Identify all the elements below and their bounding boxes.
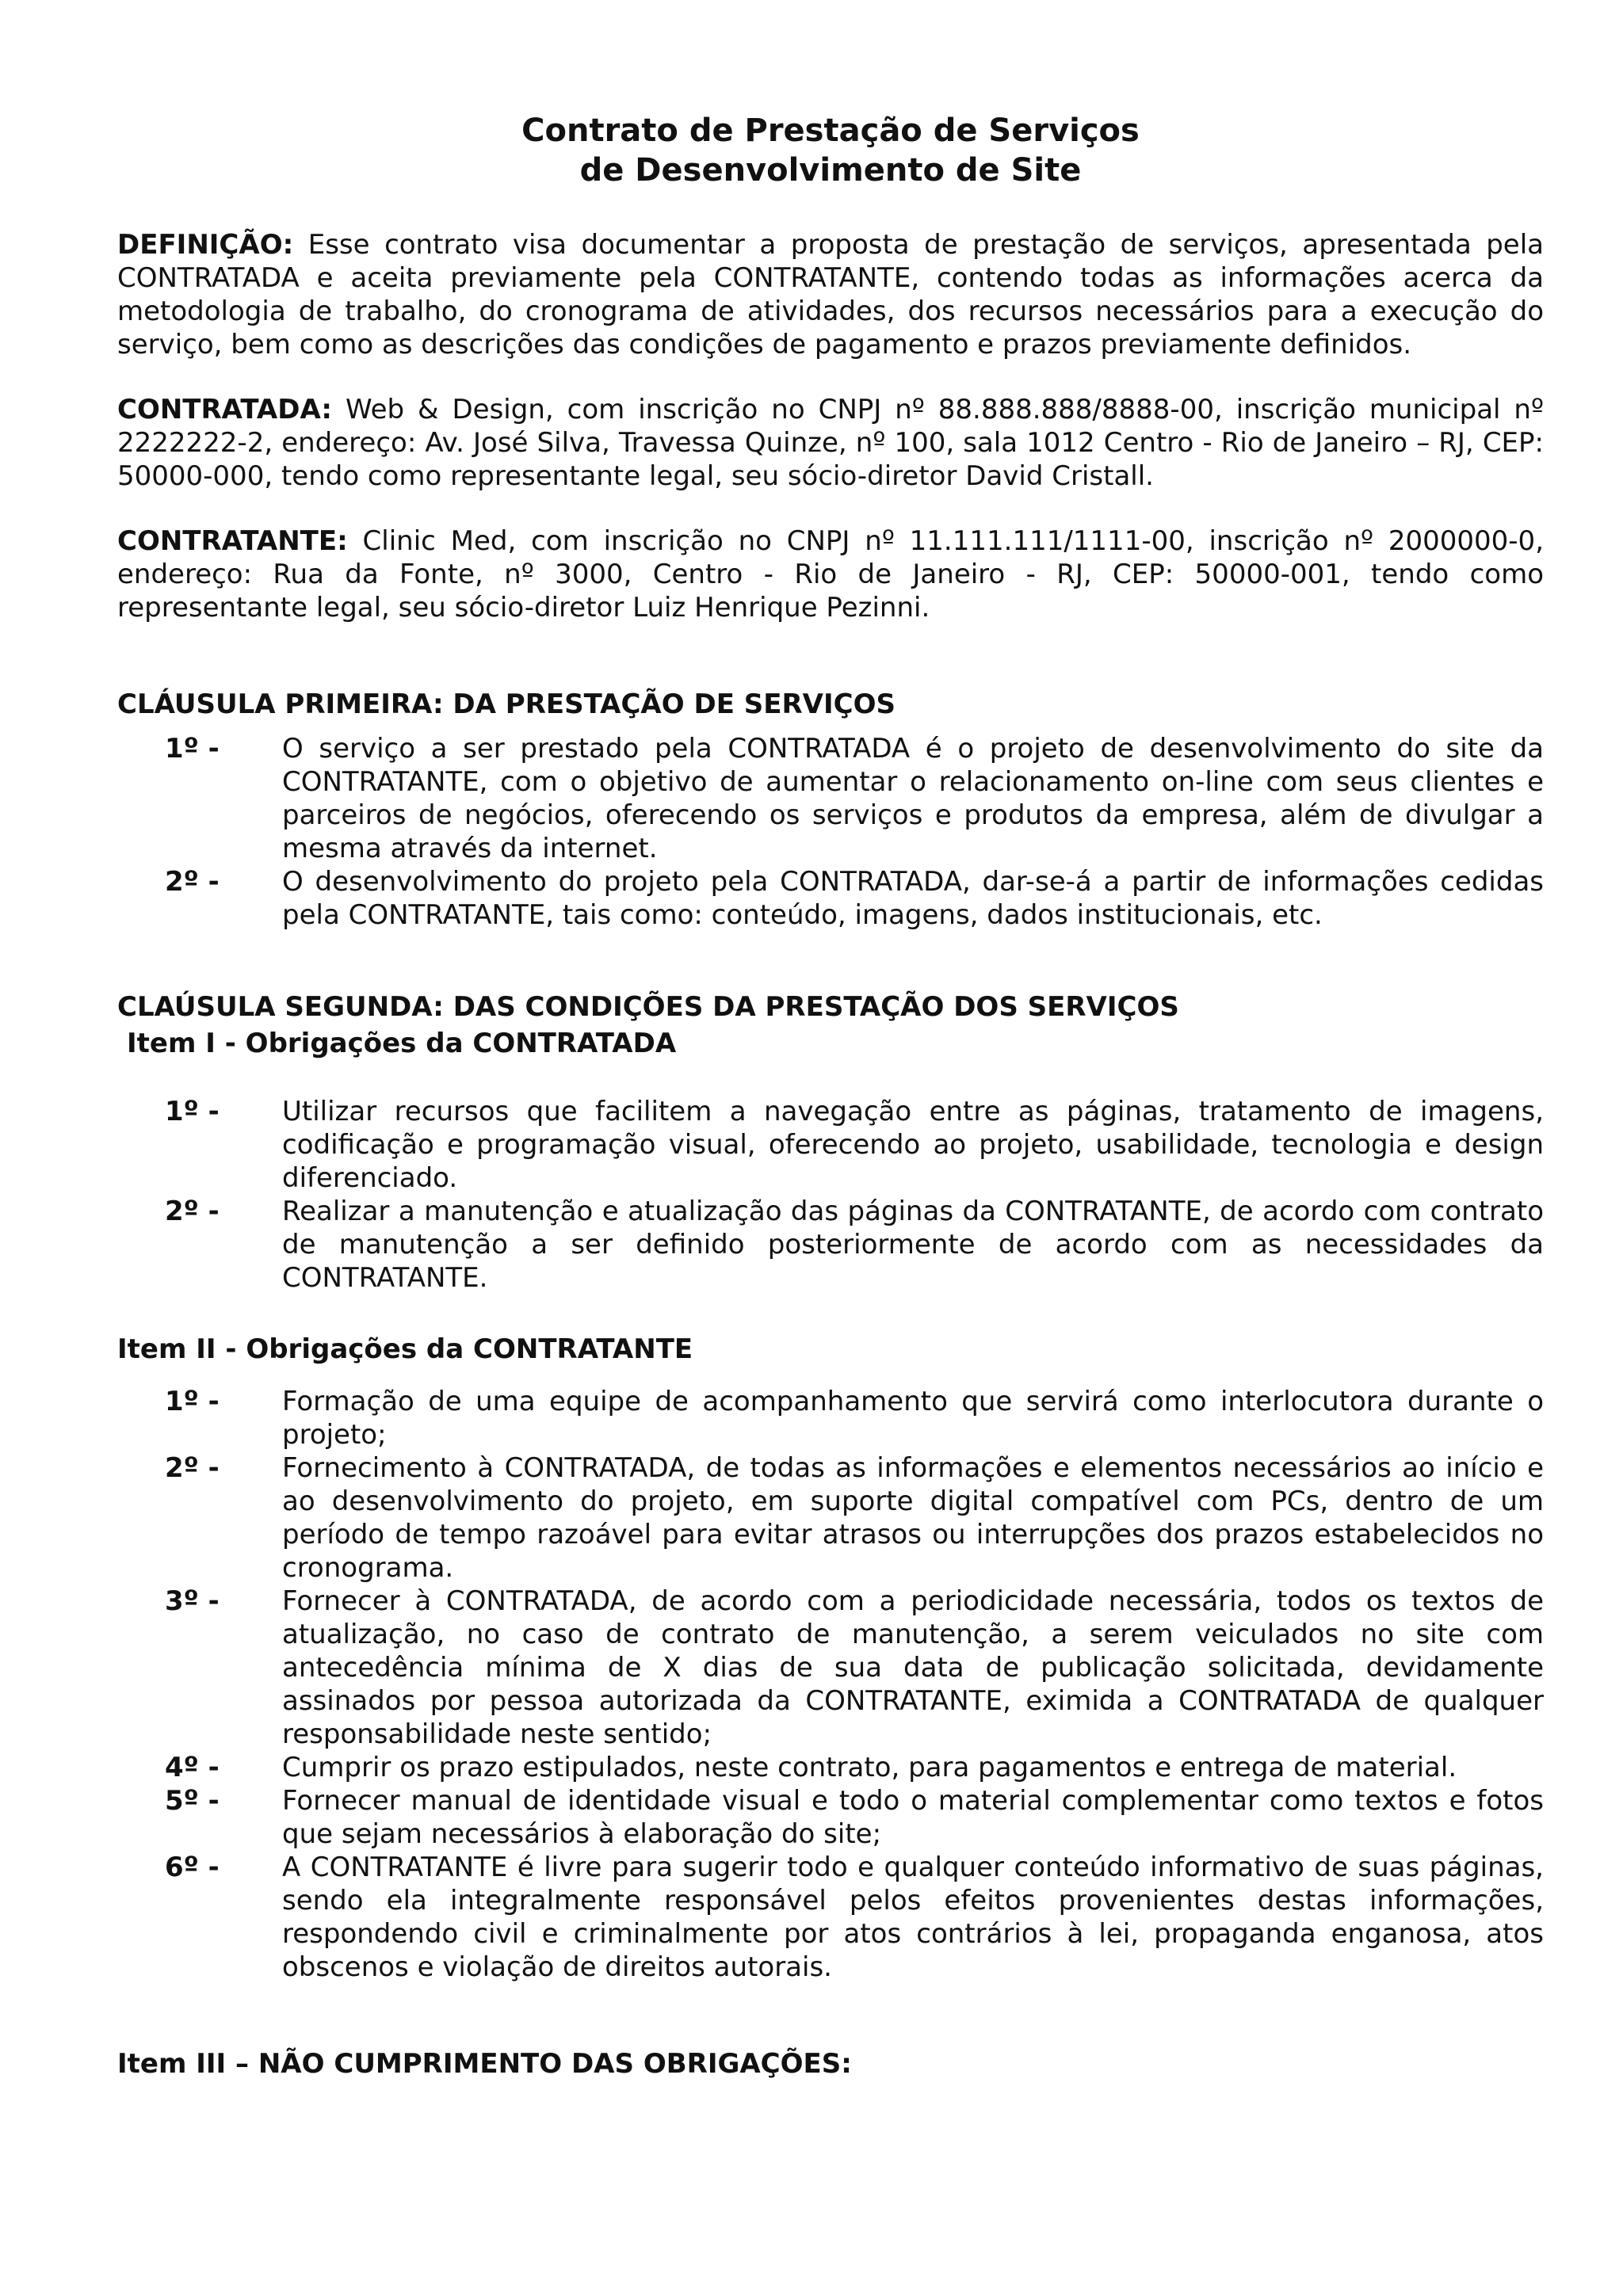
contratada-label: CONTRATADA: bbox=[117, 394, 332, 425]
definition-paragraph bbox=[117, 228, 1544, 361]
item-number: 3º - bbox=[165, 1585, 220, 1617]
item-text: O desenvolvimento do projeto pela CONTRATADA, dar-se-á a partir de informações cedidas pela CONTRATANTE, tais como: conteúdo, imagens, dados institucionais, etc. bbox=[282, 866, 1544, 931]
contratante-label: CONTRATANTE: bbox=[117, 525, 348, 557]
definition-text: Esse contrato visa documentar a proposta de prestação de serviços, apresentada pela CONTRATADA e aceita previamente pela CONTRATANTE, contendo todas as informações acerca da metodologia de trabalho, do cronograma de atividades, dos recursos necessários para a execução do serviço, bem como as descrições das condições de pagamento e prazos previamente definidos. bbox=[117, 229, 1544, 360]
item-number: 5º - bbox=[165, 1785, 220, 1817]
list-item bbox=[117, 1585, 1544, 1751]
item-text: Fornecimento à CONTRATADA, de todas as informações e elementos necessários ao início e ao desenvolvimento do projeto, em suporte digital compatível com PCs, dentro de um período de tempo razoável para evitar atrasos ou interrupções dos prazos estabelecidos no cronograma. bbox=[282, 1452, 1544, 1584]
item-text: Fornecer manual de identidade visual e todo o material complementar como textos e fotos que sejam necessários à elaboração do site; bbox=[282, 1785, 1544, 1850]
contract-page bbox=[117, 111, 1544, 2100]
item-number: 1º - bbox=[165, 1386, 220, 1417]
item-number: 1º - bbox=[165, 733, 220, 765]
item-text: Utilizar recursos que facilitem a navegação entre as páginas, tratamento de imagens, codificação e programação visual, oferecendo ao projeto, usabilidade, tecnologia e design diferenciado. bbox=[282, 1096, 1544, 1194]
title-line-2: de Desenvolvimento de Site bbox=[579, 152, 1082, 189]
item-text: A CONTRATANTE é livre para sugerir todo e qualquer conteúdo informativo de suas páginas, sendo ela integralmente responsável pelos efeitos provenientes destas informações, respondendo civil e criminalmente por atos contrários à lei, propaganda enganosa, atos obscenos e violação de direitos autorais. bbox=[282, 1852, 1544, 1983]
list-item bbox=[117, 1095, 1544, 1195]
list-item bbox=[117, 1751, 1544, 1784]
clause-1-heading: CLÁUSULA PRIMEIRA: DA PRESTAÇÃO DE SERVIÇOS bbox=[117, 688, 896, 720]
item-text: Realizar a manutenção e atualização das páginas da CONTRATANTE, de acordo com contrato de manutenção a ser definido posteriormente de acordo com as necessidades da CONTRATANTE. bbox=[282, 1196, 1544, 1294]
list-item bbox=[117, 1851, 1544, 1984]
title-line-1: Contrato de Prestação de Serviços bbox=[521, 113, 1140, 149]
item-text: Formação de uma equipe de acompanhamento que servirá como interlocutora durante o projeto; bbox=[282, 1386, 1544, 1451]
item-1-heading: Item I - Obrigações da CONTRATADA bbox=[127, 1028, 677, 1059]
definition-label: DEFINIÇÃO: bbox=[117, 229, 294, 261]
list-item bbox=[117, 865, 1544, 932]
item-2-heading: Item II - Obrigações da CONTRATANTE bbox=[117, 1333, 693, 1365]
item-text: O serviço a ser prestado pela CONTRATADA é o projeto de desenvolvimento do site da CONTRATANTE, com o objetivo de aumentar o relacionamento on-line com seus clientes e parceiros de negócios, oferecendo os serviços e produtos da empresa, além de divulgar a mesma através da internet. bbox=[282, 733, 1544, 864]
document-title bbox=[117, 111, 1544, 190]
clause-1-list bbox=[117, 732, 1544, 932]
item-1-list bbox=[117, 1095, 1544, 1295]
contratante-paragraph bbox=[117, 524, 1544, 624]
list-item bbox=[117, 1784, 1544, 1851]
contratada-paragraph bbox=[117, 393, 1544, 493]
item-number: 2º - bbox=[165, 1452, 220, 1484]
list-item bbox=[117, 1195, 1544, 1295]
contratante-text: Clinic Med, com inscrição no CNPJ nº 11.111.111/1111-00, inscrição nº 2000000-0, endereço: Rua da Fonte, nº 3000, Centro - Rio de Janeiro - RJ, CEP: 50000-001, tendo como representante legal, seu sócio-diretor Luiz Henrique Pezinni. bbox=[117, 525, 1544, 624]
item-number: 4º - bbox=[165, 1752, 220, 1783]
list-item bbox=[117, 1385, 1544, 1451]
list-item bbox=[117, 732, 1544, 865]
item-number: 2º - bbox=[165, 1196, 220, 1227]
item-number: 6º - bbox=[165, 1852, 220, 1883]
item-text: Cumprir os prazo estipulados, neste contrato, para pagamentos e entrega de material. bbox=[282, 1752, 1457, 1783]
item-number: 2º - bbox=[165, 866, 220, 898]
item-text: Fornecer à CONTRATADA, de acordo com a periodicidade necessária, todos os textos de atualização, no caso de contrato de manutenção, a serem veiculados no site com antecedência mínima de X dias de sua data de publicação solicitada, devidamente assinados por pessoa autorizada da CONTRATANTE, eximida a CONTRATADA de qualquer responsabilidade neste sentido; bbox=[282, 1585, 1544, 1750]
item-3-heading: Item III – NÃO CUMPRIMENTO DAS OBRIGAÇÕES: bbox=[117, 2048, 852, 2080]
clause-2-heading: CLAÚSULA SEGUNDA: DAS CONDIÇÕES DA PRESTAÇÃO DOS SERVIÇOS bbox=[117, 991, 1179, 1023]
contratada-text: Web & Design, com inscrição no CNPJ nº 88.888.888/8888-00, inscrição municipal nº 2222222-2, endereço: Av. José Silva, Travessa Quinze, nº 100, sala 1012 Centro - Rio de Janeiro – RJ, CEP: 50000-000, tendo como representante legal, seu sócio-diretor David Cristall. bbox=[117, 394, 1544, 492]
list-item bbox=[117, 1451, 1544, 1585]
item-2-list bbox=[117, 1385, 1544, 1984]
item-number: 1º - bbox=[165, 1096, 220, 1127]
